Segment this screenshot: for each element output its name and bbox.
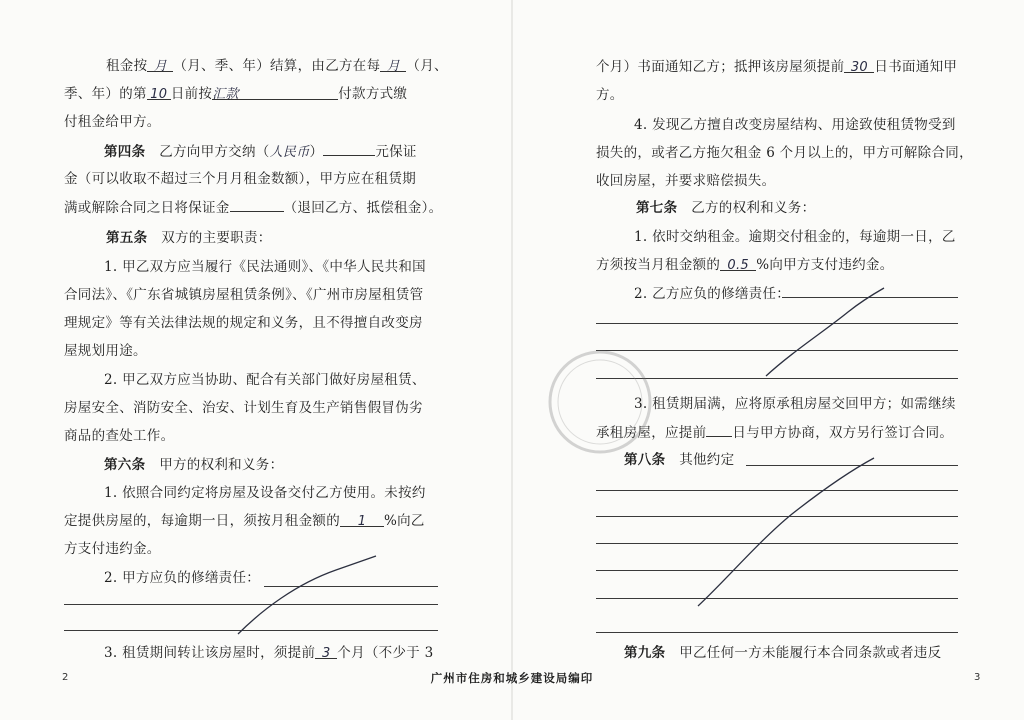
publisher-footer: 广州市住房和城乡建设局编印 (430, 671, 594, 685)
tenant-repair-blank-line1 (782, 297, 958, 298)
tenant-repair-blank-line3 (596, 350, 958, 351)
article-5-p2-line2: 房屋安全、消防安全、治安、计划生育及生产销售假冒伪劣 (64, 400, 423, 416)
rent-due-day-value: 10 (147, 85, 171, 100)
rent-settlement-line: 租金按 月 （月、季、年）结算，由乙方在每 月 （月、 (106, 58, 448, 74)
article-5-p1-line1: 1. 甲乙双方应当履行《民法通则》、《中华人民共和国 (104, 259, 426, 275)
article-5-p1-line3: 理规定》等有关法律法规的规定和义务，且不得擅自改变房 (64, 315, 423, 331)
clause-4-line3: 收回房屋，并要求赔偿损失。 (596, 173, 776, 189)
article-4-line3: 满或解除合同之日将保证金 （退回乙方、抵偿租金）。 (64, 197, 442, 218)
article-5-heading: 第五条 双方的主要职责： (106, 230, 272, 246)
other-terms-blank-line5 (596, 570, 958, 571)
right-page (512, 0, 1024, 720)
landlord-repair-blank-line3 (64, 630, 438, 631)
clause-4-line1: 4. 发现乙方擅自改变房屋结构、用途致使租赁物受到 (634, 117, 956, 133)
article-5-p1-line2: 合同法》、《广东省城镇房屋租赁条例》、《广州市房屋租赁管 (64, 287, 424, 303)
mortgage-notice-days-value: 30 (844, 58, 874, 73)
other-terms-blank-line4 (596, 543, 958, 544)
tenant-penalty-rate-value: 0.5 (720, 256, 756, 271)
other-terms-blank-line1 (746, 465, 958, 466)
deposit-amount-blank (323, 141, 375, 156)
article-5-p1-line4: 屋规划用途。 (64, 343, 147, 359)
renewal-notice-days-blank (706, 422, 732, 437)
article-6-title: 第六条 (104, 457, 146, 473)
other-terms-blank-line2 (596, 490, 958, 491)
article-7-p3-line1: 3. 租赁期届满，应将原承租房屋交回甲方；如需继续 (634, 396, 956, 412)
article-5-p2-line1: 2. 甲乙双方应当协助、配合有关部门做好房屋租赁、 (104, 372, 426, 388)
tenant-repair-blank-line2 (596, 323, 958, 324)
landlord-penalty-rate-value: 1 (340, 512, 384, 527)
article-7-p1-line2: 方须按当月租金额的 0.5 %向甲方支付违约金。 (596, 257, 894, 273)
deposit-currency-value: 人民币 (269, 145, 310, 160)
article-7-p2-label: 2. 乙方应负的修缮责任： (634, 286, 791, 302)
right-line2: 方。 (596, 87, 624, 103)
tenant-repair-blank-line4 (596, 378, 958, 379)
other-terms-blank-line7 (596, 632, 958, 633)
article-7-title: 第七条 (636, 200, 678, 216)
deposit-handling-blank (230, 197, 284, 212)
article-6-p1-line3: 方支付违约金。 (64, 541, 161, 557)
article-4-title: 第四条 (104, 144, 146, 160)
article-4-line1: 第四条 乙方向甲方交纳（人民币） 元保证 (104, 141, 417, 163)
article-7-p1-line1: 1. 依时交纳租金。逾期交付租金的，每逾期一日，乙 (634, 229, 956, 245)
payment-method-value: 汇款 (212, 85, 338, 100)
clause-4-line2: 损失的，或者乙方拖欠租金 6 个月以上的，甲方可解除合同， (596, 145, 973, 161)
article-4-line2: 金（可以收取不超过三个月月租金数额），甲方应在租赁期 (64, 171, 417, 187)
landlord-repair-blank-line1 (264, 586, 438, 587)
other-terms-blank-line3 (596, 516, 958, 517)
rent-due-line: 季、年）的第 10 日前按汇款 付款方式缴 (64, 86, 408, 102)
article-5-p2-line3: 商品的查处工作。 (64, 428, 175, 444)
article-6-p3: 3. 租赁期间转让该房屋时，须提前 3 个月（不少于 3 (104, 645, 434, 661)
rent-period-value: 月 (147, 57, 173, 72)
landlord-repair-blank-line2 (64, 604, 438, 605)
article-6-heading: 第六条 甲方的权利和义务： (104, 457, 284, 473)
article-8-title: 第八条 (624, 452, 666, 468)
article-7-heading: 第七条 乙方的权利和义务： (636, 200, 816, 216)
left-page-number: 2 (62, 672, 69, 683)
article-6-p1-line2: 定提供房屋的，每逾期一日，须按月租金额的 1 %向乙 (64, 513, 425, 529)
article-7-p3-line2: 承租房屋，应提前 日与甲方协商，双方另行签订合同。 (596, 422, 953, 443)
article-9-title: 第九条 (624, 645, 666, 661)
article-6-p2-label: 2. 甲方应负的修缮责任： (104, 570, 261, 586)
article-6-p1-line1: 1. 依照合同约定将房屋及设备交付乙方使用。未按约 (104, 485, 426, 501)
article-5-title: 第五条 (106, 230, 148, 246)
right-line1: 个月）书面通知乙方；抵押该房屋须提前 30 日书面通知甲 (596, 59, 958, 75)
transfer-notice-months-value: 3 (315, 644, 337, 659)
other-terms-blank-line6 (596, 598, 958, 599)
right-page-number: 3 (974, 672, 981, 683)
rent-pay-line: 付租金给甲方。 (64, 114, 161, 130)
article-9-heading: 第九条 甲乙任何一方未能履行本合同条款或者违反 (624, 645, 942, 661)
article-8-heading: 第八条 其他约定 (624, 452, 735, 468)
payment-period-value: 月 (380, 57, 406, 72)
